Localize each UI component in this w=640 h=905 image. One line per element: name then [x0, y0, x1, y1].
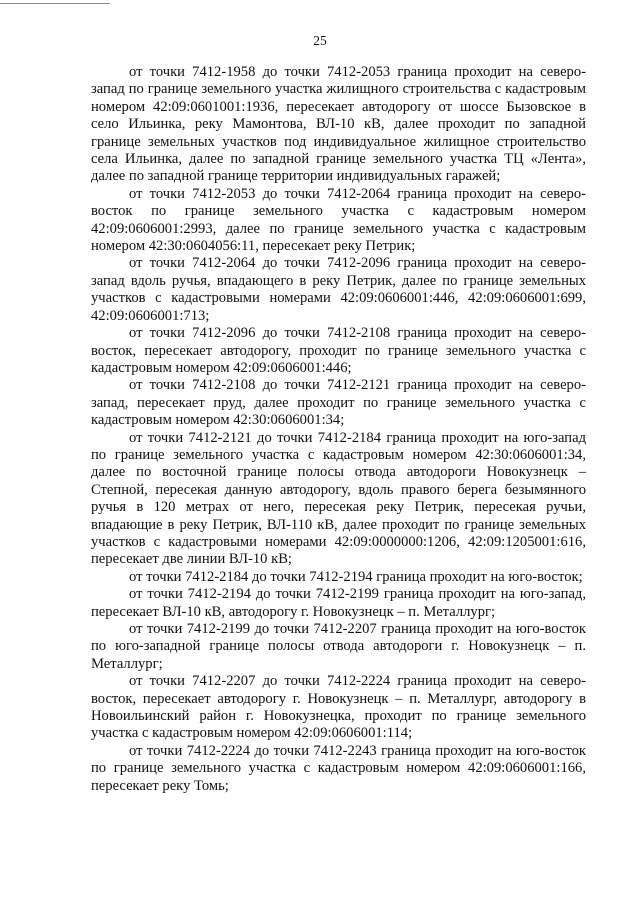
paragraph-7: от точки 7412-2184 до точки 7412-2194 граница проходит на юго-восток; [129, 568, 583, 585]
paragraph-5: от точки 7412-2108 до точки 7412-2121 граница проходит на северо-запад, пересекает пруд, далее проходит по границе земельного участка с кадастровым номером 42:30:0606001:34; [91, 377, 586, 429]
paragraph-1: от точки 7412-1958 до точки 7412-2053 граница проходит на северо-запад по границе земельного участка жилищного строительства с кадастровым номером 42:09:0601001:1936, пересекает автодорогу от шоссе Бызовское в село Ильинка, реку Мамонтова, ВЛ-10 кВ, далее проходит по западной границе земельных участков под индивидуальное жилищное строительство села Ильинка, далее по западной границе земельного участка ТЦ «Лента», далее по западной границе территории индивидуальных гаражей; [91, 64, 586, 185]
top-rule [0, 3, 110, 4]
paragraph-11: от точки 7412-2224 до точки 7412-2243 граница проходит на юго-восток по границе земельного участка с кадастровым номером 42:09:0606001:166, пересекает реку Томь; [91, 742, 586, 794]
paragraph-9: от точки 7412-2199 до точки 7412-2207 граница проходит на юго-восток по юго-западной границе полосы отвода автодороги г. Новокузнецк – п. Металлург; [91, 621, 586, 672]
paragraph-6: от точки 7412-2121 до точки 7412-2184 граница проходит на юго-запад по границе земельного участка с кадастровым номером 42:30:0606001:34, далее по восточной границе полосы отвода автодороги Новокузнецк – Степной, пересекая данную автодорогу, вдоль правого берега безымянного ручья в 120 метрах от него, пересекая реку Петрик, пересекая ручьи, впадающие в реку Петрик, ВЛ-110 кВ, далее проходит по границе земельных участков с кадастровыми номерами 42:09:0000000:1206, 42:09:1205001:616, пересекает две линии ВЛ-10 кВ; [91, 429, 586, 568]
paragraph-8: от точки 7412-2194 до точки 7412-2199 граница проходит на юго-запад, пересекает ВЛ-10 кВ, автодорогу г. Новокузнецк – п. Металлург; [91, 586, 586, 620]
paragraph-2: от точки 7412-2053 до точки 7412-2064 граница проходит на северо-восток по границе земельного участка с кадастровым номером 42:09:0606001:2993, далее по границе земельного участка с кадастровым номером 42:30:0604056:11, пересекает реку Петрик; [91, 185, 586, 255]
paragraph-10: от точки 7412-2207 до точки 7412-2224 граница проходит на северо-восток, пересекает автодорогу г. Новокузнецк – п. Металлург, автодорогу в Новоильинский район г. Новокузнецка, проходит по границе земельного участка с кадастровым номером 42:09:0606001:114; [91, 673, 586, 742]
paragraph-4: от точки 7412-2096 до точки 7412-2108 граница проходит на северо-восток, пересекает автодорогу, проходит по границе земельного участка с кадастровым номером 42:09:0606001:446; [91, 325, 586, 376]
body-text [91, 64, 586, 795]
paragraph-3: от точки 7412-2064 до точки 7412-2096 граница проходит на северо-запад вдоль ручья, впадающего в реку Петрик, далее по границе земельных участков с кадастровыми номерами 42:09:0606001:446, 42:09:0606001:699, 42:09:0606001:713; [91, 255, 586, 324]
page-number: 25 [313, 33, 327, 48]
